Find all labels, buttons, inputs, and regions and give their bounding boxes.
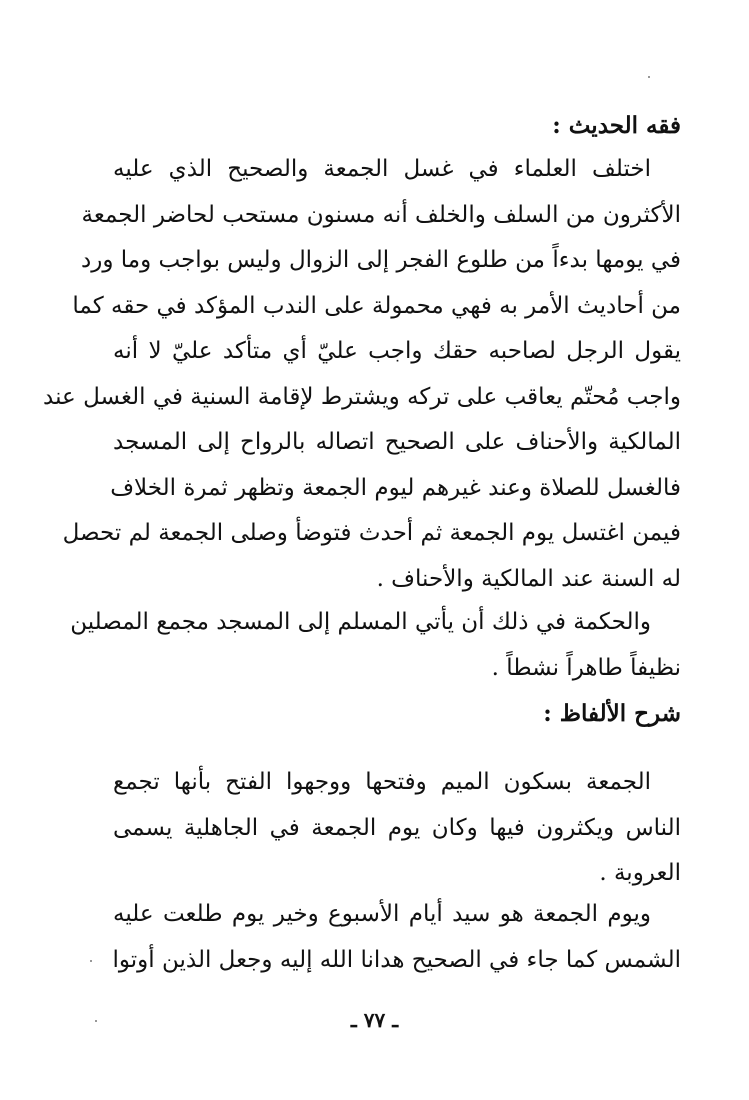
- text-line: فالغسل للصلاة وعند غيرهم ليوم الجمعة وتظهر ثمرة الخلاف: [110, 474, 681, 501]
- text-line: الشمس كما جاء في الصحيح هدانا الله إليه وجعل الذين أوتوا: [112, 946, 681, 973]
- text-line: الناس ويكثرون فيها وكان يوم الجمعة في الجاهلية يسمى: [113, 814, 681, 841]
- scan-speck: [95, 1020, 97, 1022]
- text-line: العروبة .: [599, 860, 681, 886]
- text-line: نظيفاً طاهراً نشطاً .: [491, 654, 681, 681]
- paragraph-hikma: [70, 600, 681, 691]
- text-line: والحكمة في ذلك أن يأتي المسلم إلى المسجد مجمع المصلين: [70, 609, 651, 635]
- text-line: من أحاديث الأمر به فهي محمولة على الندب المؤكد في حقه كما: [72, 292, 681, 319]
- text-line: واجب مُحتّم يعاقب على تركه ويشترط لإقامة السنية في الغسل عند: [43, 383, 681, 410]
- paragraph-jumua-definition: [113, 760, 681, 897]
- text-line: المالكية والأحناف على الصحيح اتصاله بالرواح إلى المسجد: [113, 429, 681, 455]
- scan-speck: [648, 76, 650, 78]
- text-line: في يومها بدءاً من طلوع الفجر إلى الزوال وليس بواجب وما ورد: [80, 247, 681, 273]
- text-line: اختلف العلماء في غسل الجمعة والصحيح الذي عليه: [113, 156, 651, 182]
- paragraph-jumua-virtue: [113, 892, 681, 983]
- text-line: فيمن اغتسل يوم الجمعة ثم أحدث فتوضأ وصلى الجمعة لم تحصل: [62, 520, 681, 546]
- text-line: يقول الرجل لصاحبه حقك واجب عليّ أي متأكد عليّ لا أنه: [113, 338, 681, 364]
- text-line: الجمعة بسكون الميم وفتحها ووجهوا الفتح بأنها تجمع: [113, 769, 651, 795]
- section-heading-fiqh: فقه الحديث :: [552, 112, 681, 139]
- text-line: له السنة عند المالكية والأحناف .: [376, 565, 681, 592]
- scan-speck: [90, 960, 92, 962]
- text-line: الأكثرون من السلف والخلف أنه مسنون مستحب لحاضر الجمعة: [81, 201, 681, 228]
- page-number: ـ ٧٧ ـ: [350, 1008, 399, 1032]
- section-heading-sharh: شرح الألفاظ :: [543, 700, 681, 727]
- paragraph-ikhtilaf: [43, 147, 681, 602]
- text-line: ويوم الجمعة هو سيد أيام الأسبوع وخير يوم طلعت عليه: [113, 901, 651, 927]
